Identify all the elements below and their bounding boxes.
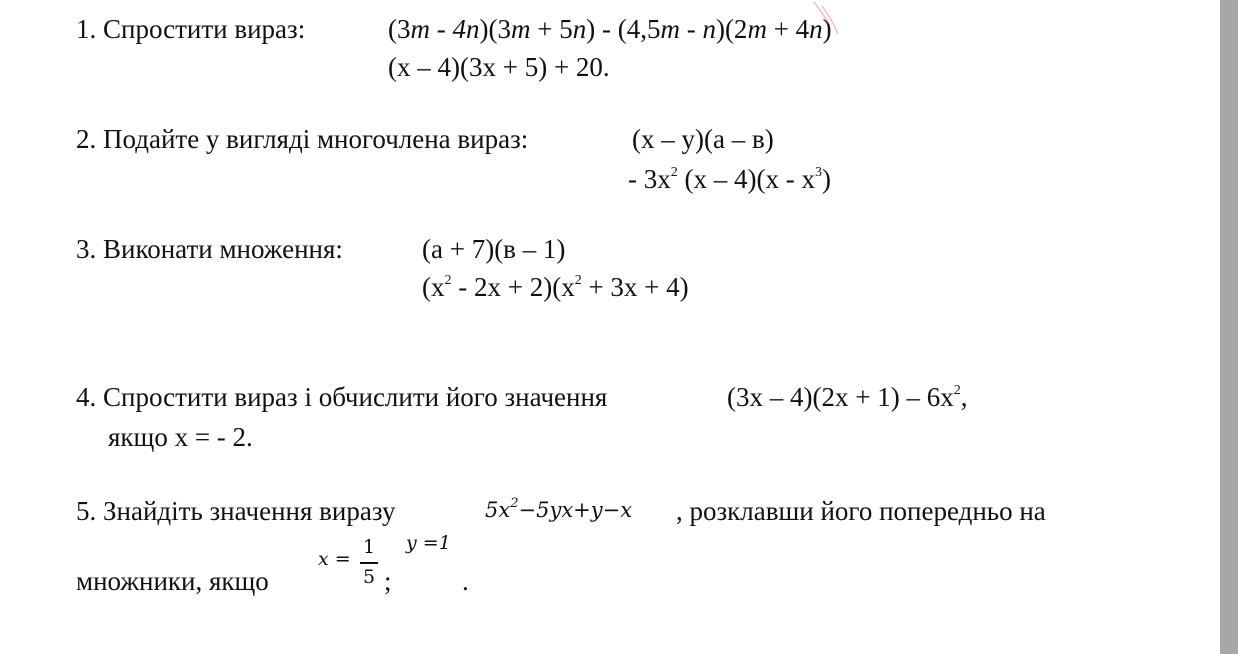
problem-5-fraction-denominator: 5 — [362, 566, 376, 588]
problem-5-period: . — [462, 566, 469, 596]
problem-2-label: 2. Подайте у вигляді многочлена вираз: — [76, 124, 529, 154]
problem-3-expression-2: $(x^2 - 2x + 2)(x^2 + 3x + 4)$ — [422, 272, 689, 302]
problem-1-label: 1. Спростити вираз: — [76, 14, 306, 44]
problem-3-expression-1: (a + 7)(в – 1) — [422, 234, 566, 264]
problem-2-expression-2: - $3x^2$ $(x - 4)(x - x^3)$ — [628, 164, 831, 194]
problem-5-fraction-bar — [360, 562, 378, 564]
problem-3-label: 3. Виконати множення: — [76, 234, 343, 264]
problem-5-semicolon: ; — [384, 566, 392, 596]
problem-1-expression-2: (x – 4)(3x + 5) + 20. — [388, 52, 610, 82]
problem-1-expression-1: (3m - 4n)(3m + 5n) - (4,5m - n)(2m + 4n) — [388, 14, 832, 44]
problem-5-tail: , розклавши його попередньо на — [676, 496, 1046, 526]
problem-4-label: 4. Спростити вираз і обчислити його значення — [76, 382, 608, 412]
problem-5-x-equals: x = — [318, 548, 351, 570]
problem-5-line-2: множники, якщо — [76, 566, 269, 596]
problem-5-fraction-numerator: 1 — [362, 536, 376, 558]
problem-4-expression: $(3x - 4)(2x + 1) - 6x^2$, — [727, 382, 968, 412]
problem-5-y-equals: y =1 — [406, 532, 451, 554]
problem-5-label: 5. Знайдіть значення виразу — [76, 496, 396, 526]
problem-4-condition: якщо x = - 2. — [108, 422, 253, 452]
problem-5-formula: $5x^2-5yx+y-x$ — [485, 496, 633, 522]
page-edge-gutter — [1220, 0, 1238, 654]
problem-2-expression-1: (x – y)(a – в) — [632, 124, 774, 154]
